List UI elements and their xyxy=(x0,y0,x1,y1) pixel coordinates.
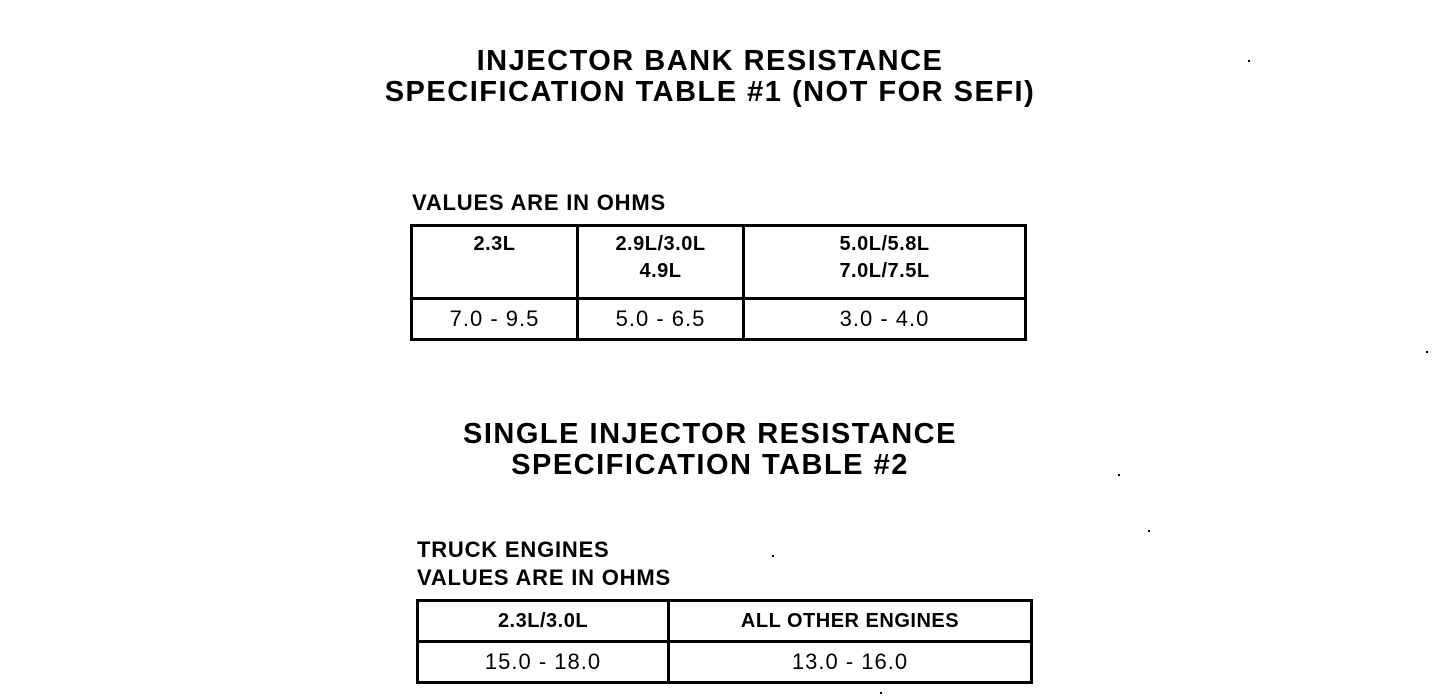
injector-bank-resistance-table xyxy=(410,224,1027,341)
table1-value-2-3l: 7.0 - 9.5 xyxy=(412,299,578,340)
single-injector-resistance-table xyxy=(416,599,1033,684)
scan-speck xyxy=(1248,60,1250,62)
table2-title-line-2: SPECIFICATION TABLE #2 xyxy=(511,449,909,481)
table2-value-row xyxy=(418,642,1032,683)
table2-header-all-other-engines: ALL OTHER ENGINES xyxy=(669,601,1032,642)
scan-speck xyxy=(1426,351,1428,353)
table1-title-line-2: SPECIFICATION TABLE #1 (NOT FOR SEFI) xyxy=(384,76,1036,108)
table1-title-line-1: INJECTOR BANK RESISTANCE xyxy=(476,45,944,77)
table1-title xyxy=(0,46,1430,108)
table2-value-all-other-engines: 13.0 - 16.0 xyxy=(669,642,1032,683)
table2-title-line-1: SINGLE INJECTOR RESISTANCE xyxy=(463,418,957,450)
scan-speck xyxy=(880,692,882,694)
table2-header-row xyxy=(418,601,1032,642)
table1-header-4-9l-label: 4.9L xyxy=(639,260,682,282)
table1-header-2-9l-3-0l-label: 2.9L/3.0L xyxy=(615,233,706,255)
table2-caption-line-2: VALUES ARE IN OHMS xyxy=(417,565,671,590)
table1-value-5-0l-7-5l: 3.0 - 4.0 xyxy=(744,299,1026,340)
table1-header-7-0l-7-5l-label: 7.0L/7.5L xyxy=(839,260,930,282)
table2-value-2-3l-3-0l: 15.0 - 18.0 xyxy=(418,642,669,683)
table1-header-5-0l-7-5l xyxy=(744,226,1026,299)
table2-header-2-3l-3-0l: 2.3L/3.0L xyxy=(418,601,669,642)
table1-header-row xyxy=(412,226,1026,299)
table1-header-2-9l-3-0l-4-9l xyxy=(578,226,744,299)
table1-header-2-3l-label: 2.3L xyxy=(473,233,516,255)
table1-header-5-0l-5-8l-label: 5.0L/5.8L xyxy=(839,233,930,255)
scan-speck xyxy=(1148,530,1150,532)
table2-caption xyxy=(417,536,671,592)
table1-units-caption: VALUES ARE IN OHMS xyxy=(412,190,666,215)
scan-speck xyxy=(1118,474,1120,476)
scan-speck xyxy=(772,555,774,557)
table1-header-2-3l xyxy=(412,226,578,299)
table1-value-row xyxy=(412,299,1026,340)
table1-value-2-9l-3-0l-4-9l: 5.0 - 6.5 xyxy=(578,299,744,340)
table2-caption-line-1: TRUCK ENGINES xyxy=(417,537,610,562)
table2-title xyxy=(0,419,1430,481)
